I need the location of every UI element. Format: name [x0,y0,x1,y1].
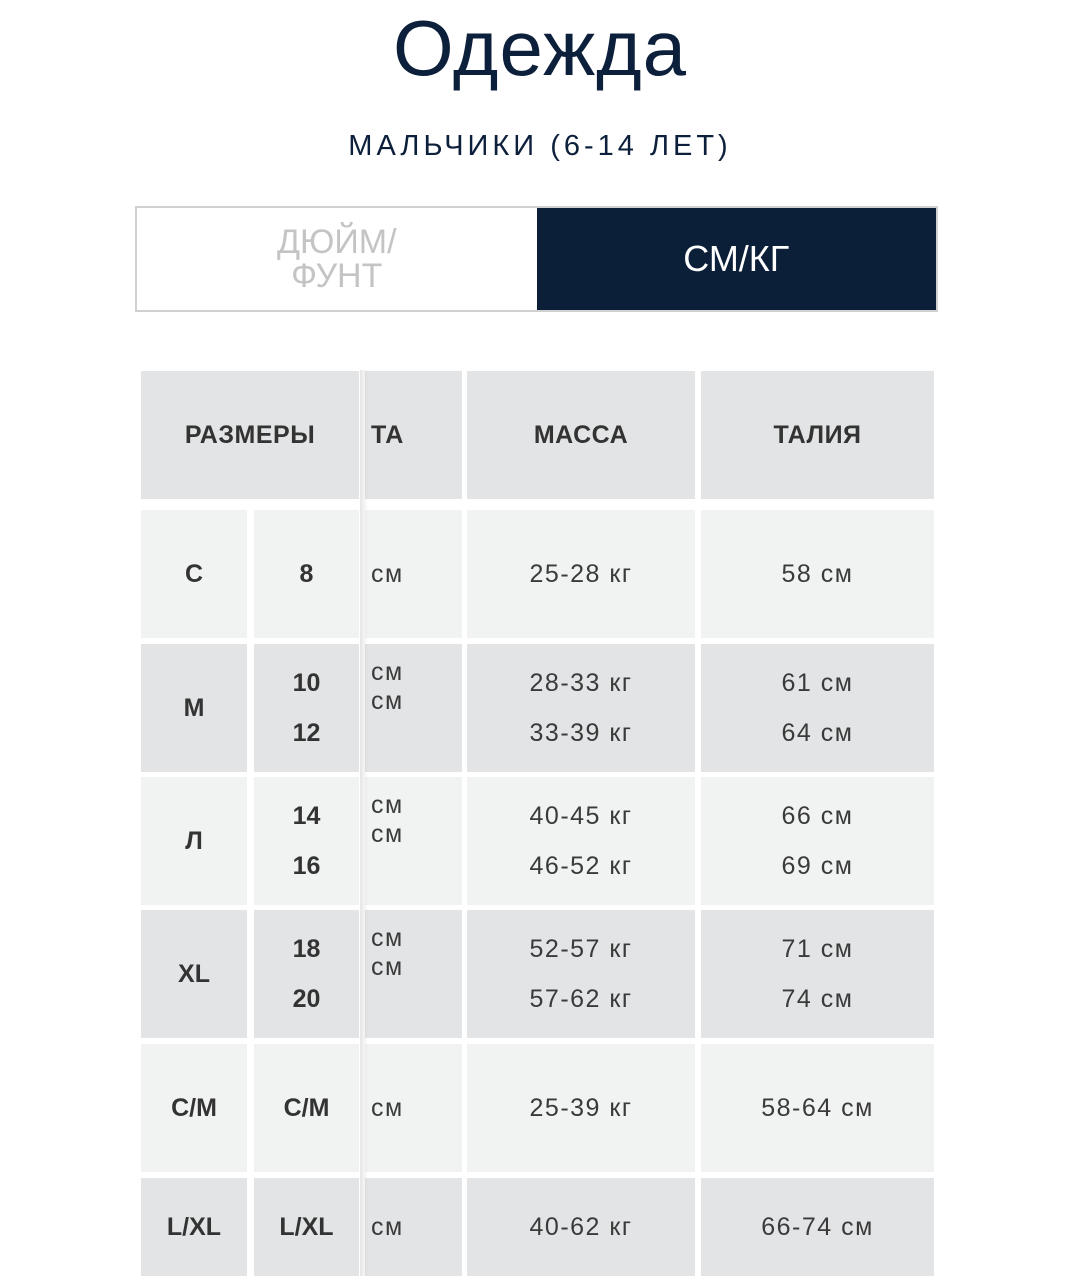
waist-value: 74 см [781,984,854,1013]
size-number-cell: L/XL [254,1178,359,1276]
weight-cell: 25-39 кг [467,1044,695,1172]
header-sizes: РАЗМЕРЫ [141,371,359,499]
size-number: 10 [292,668,321,697]
size-number: 20 [292,984,321,1013]
weight-value: 33-39 кг [529,718,633,747]
weight-value: 57-62 кг [529,984,633,1013]
units-toggle [135,206,938,312]
size-cell: М [141,644,247,772]
height-value: см [371,820,404,848]
waist-value: 71 см [781,934,854,963]
weight-cell: 25-28 кг [467,510,695,638]
height-value: см [371,953,404,981]
weight-value: 52-57 кг [529,934,633,963]
header-waist: ТАЛИЯ [701,371,934,499]
height-cell [365,777,462,905]
height-value: см [371,791,404,819]
size-cell: Л [141,777,247,905]
metric-units-label: СМ/КГ [683,238,790,279]
waist-cell [701,777,934,905]
size-number-cell: С/М [254,1044,359,1172]
header-height: ТА [365,371,462,499]
weight-value: 40-45 кг [529,801,633,830]
header-weight: МАССА [467,371,695,499]
weight-cell [467,777,695,905]
waist-cell [701,644,934,772]
waist-value: 69 см [781,851,854,880]
weight-value: 28-33 кг [529,668,633,697]
waist-value: 61 см [781,668,854,697]
waist-cell: 58-64 см [701,1044,934,1172]
weight-cell [467,910,695,1038]
size-number: 16 [292,851,321,880]
weight-cell: 40-62 кг [467,1178,695,1276]
size-number-cell [254,644,359,772]
height-cell: см [365,510,462,638]
height-cell: см [365,1044,462,1172]
metric-units-button[interactable] [537,208,937,310]
size-number: 18 [292,934,321,963]
size-cell: С [141,510,247,638]
page-subtitle: МАЛЬЧИКИ (6-14 ЛЕТ) [348,130,732,162]
waist-cell: 66-74 см [701,1178,934,1276]
page-title: Одежда [392,4,688,92]
height-cell [365,644,462,772]
height-cell [365,910,462,1038]
size-number: 14 [292,801,321,830]
size-number-cell [254,910,359,1038]
size-cell: XL [141,910,247,1038]
weight-cell [467,644,695,772]
size-number: 12 [292,718,321,747]
height-value: см [371,924,404,952]
scroll-shadow [360,370,368,1276]
imperial-units-button[interactable] [137,208,537,310]
height-value: см [371,658,404,686]
imperial-units-label: ДЮЙМ/ ФУНТ [276,223,397,295]
waist-value: 64 см [781,718,854,747]
size-number-cell: 8 [254,510,359,638]
weight-value: 46-52 кг [529,851,633,880]
height-value: см [371,687,404,715]
size-cell: С/М [141,1044,247,1172]
size-cell: L/XL [141,1178,247,1276]
height-cell: см [365,1178,462,1276]
waist-value: 66 см [781,801,854,830]
size-number-cell [254,777,359,905]
waist-cell [701,910,934,1038]
waist-cell: 58 см [701,510,934,638]
